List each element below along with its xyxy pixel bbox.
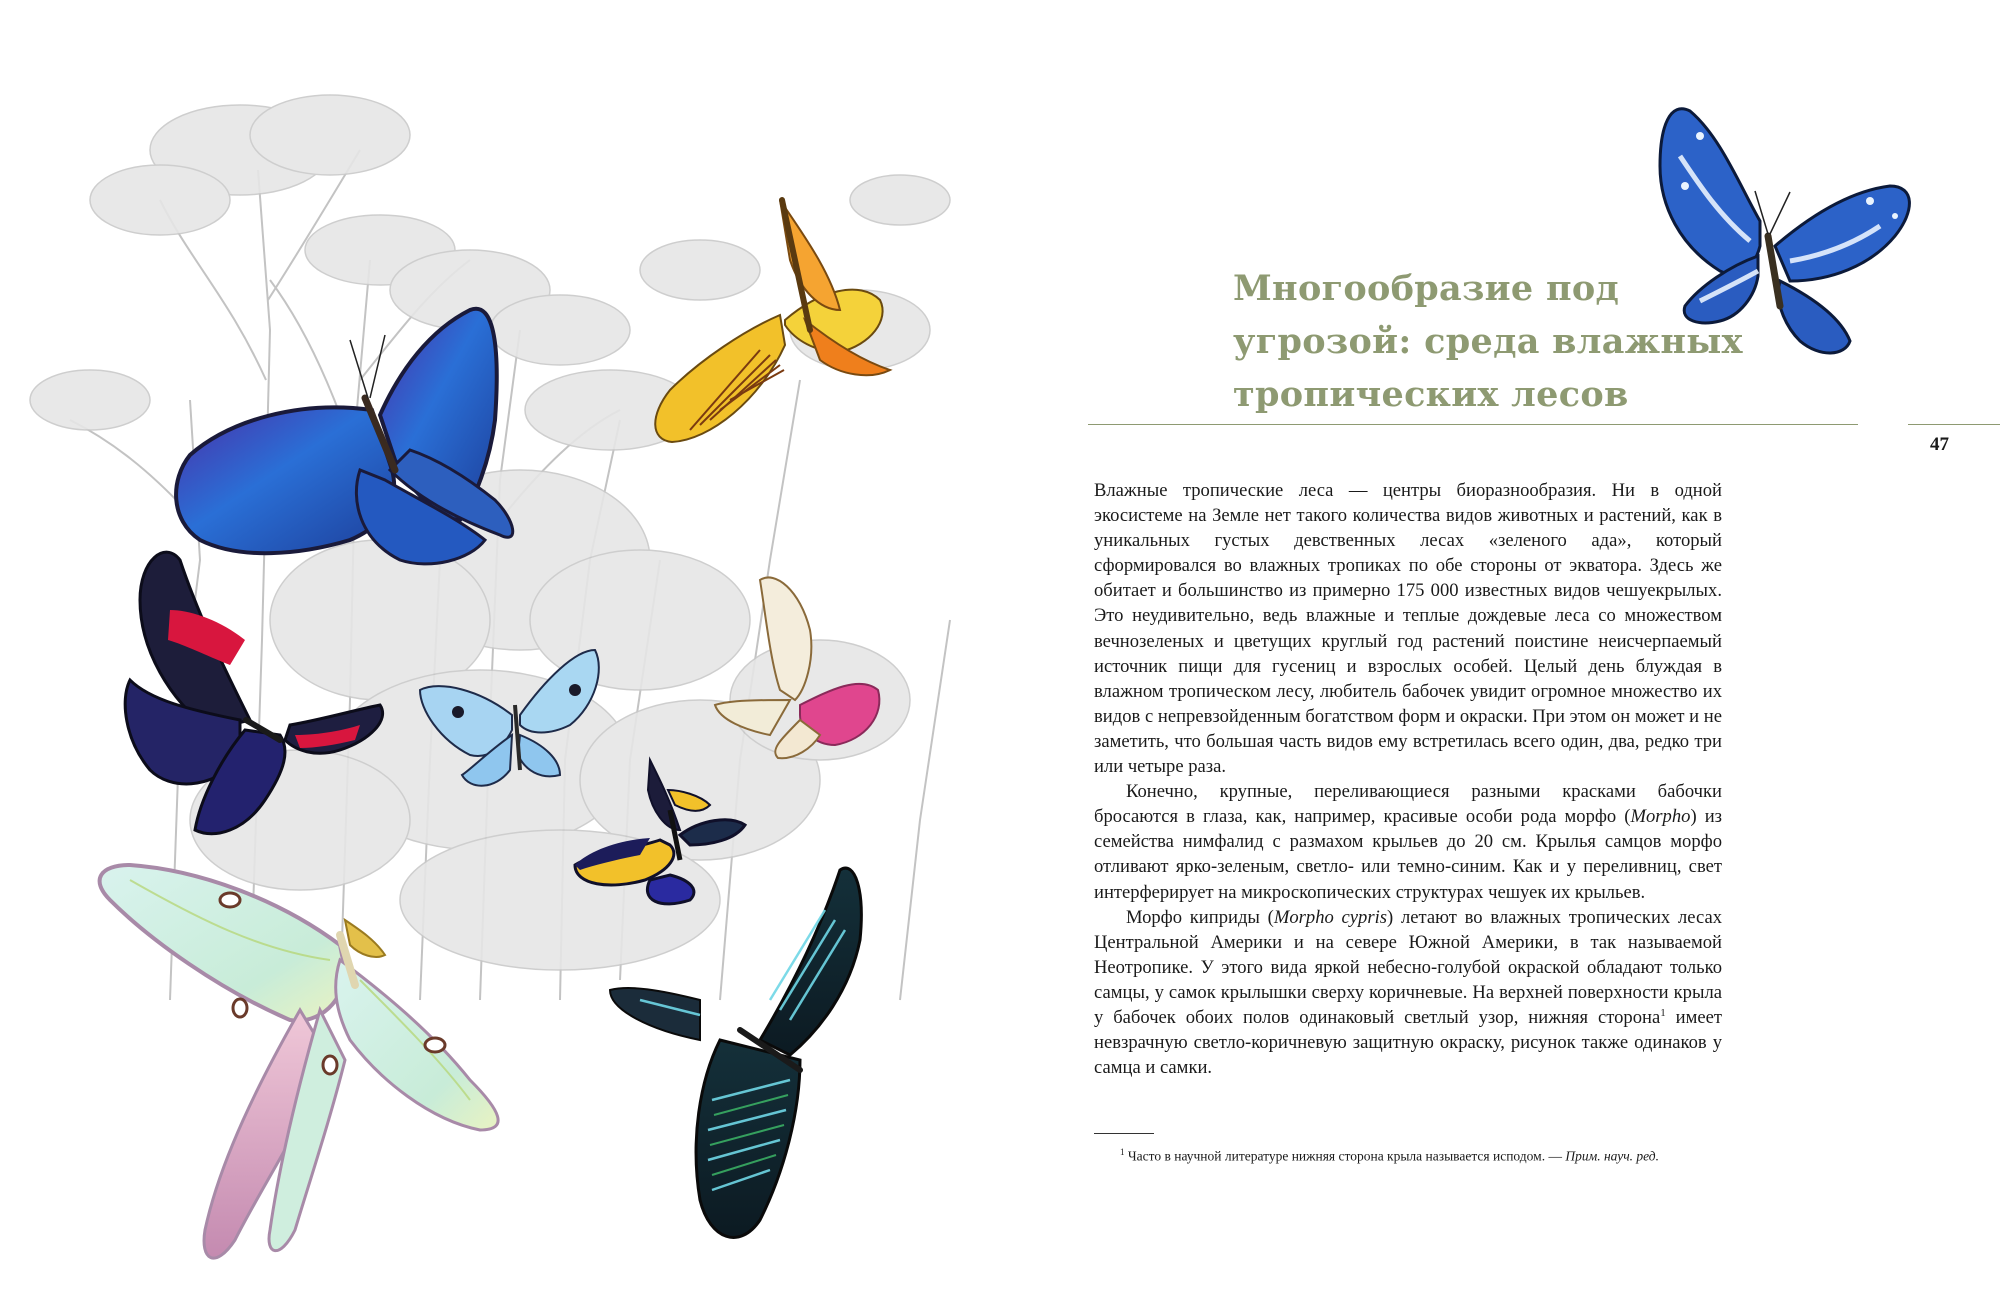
title-divider — [1088, 424, 1858, 425]
species-name: Morpho cypris — [1273, 906, 1387, 928]
morpho-butterfly-icon — [176, 309, 513, 564]
footnote-ref[interactable]: 1 — [1660, 1006, 1666, 1019]
paragraph-2: Конечно, крупные, переливающиеся разными красками бабочки бросаются в глаза, как, например, красивые особи рода морфо (Morpho) из семейства нимфалид с размахом крыльев до 20 см. Крылья самцов морфо отливают ярко-зеленым, светло- или темно-синим. Как и у переливниц, свет интерферирует на микроскопических структурах чешуек их крыльев. — [1094, 781, 1723, 903]
body-text — [1094, 478, 1722, 1080]
paragraph-3: Морфо киприды (Morpho cypris) летают во влажных тропических лесах Центральной Америки и на севере Южной Америки, в так называемой Неотропике. У этого вида яркой небесно-голубой окраской обладают только самцы, у самок крылышки сверху коричневые. На верхней поверхности крыла у бабочек обоих полов одинаковый светлый узор, нижняя сторона$^1$ имеет невзрачную светло-коричневую защитную окраску, рисунок также одинаков у самца и самки. — [1094, 906, 1722, 1079]
text-page — [1000, 0, 2000, 1308]
footnote — [1120, 1143, 1740, 1166]
footnote-divider — [1094, 1133, 1154, 1134]
page-number: 47 — [1930, 434, 1949, 455]
chapter-title-line-2: угрозой: среда влажных — [1233, 321, 1743, 362]
genus-name: Morpho — [1630, 806, 1691, 828]
chapter-title-line-3: тропических лесов — [1233, 374, 1629, 415]
tiger-moth-icon — [655, 200, 890, 442]
footnote-text: Часто в научной литературе нижняя сторона крыла называется исподом. — — [1127, 1148, 1566, 1164]
paragraph-1: Влажные тропические леса — центры биоразнообразия. Ни в одной экосистеме на Земле нет такого количества видов животных и растений, как в уникальных густых девственных лесах «зеленого ада», который сформировался во влажных тропиках по обе стороны от экватора. Здесь же обитает и большинство из примерно 175 000 известных видов чешуекрылых. Это неудивительно, ведь влажные и теплые дождевые леса со множеством вечнозеленых и цветущих круглый год растений поистине неисчерпаемый источник пищи для гусениц и взрослых особей. Целый день блуждая в влажном тропическом лесу, любитель бабочек увидит огромное множество их видов с непревзойденным богатством форм и окраски. При этом он может и не заметить, что большая часть видов ему встретилась всего один, два, редко три или четыре раза. — [1094, 480, 1722, 778]
chapter-title-line-1: Многообразие под — [1233, 268, 1620, 309]
footnote-editor-note: Прим. науч. ред. — [1565, 1148, 1660, 1164]
chapter-title — [1233, 262, 1793, 421]
footnote-marker: 1 — [1120, 1147, 1125, 1157]
title-divider-margin — [1908, 424, 2000, 425]
